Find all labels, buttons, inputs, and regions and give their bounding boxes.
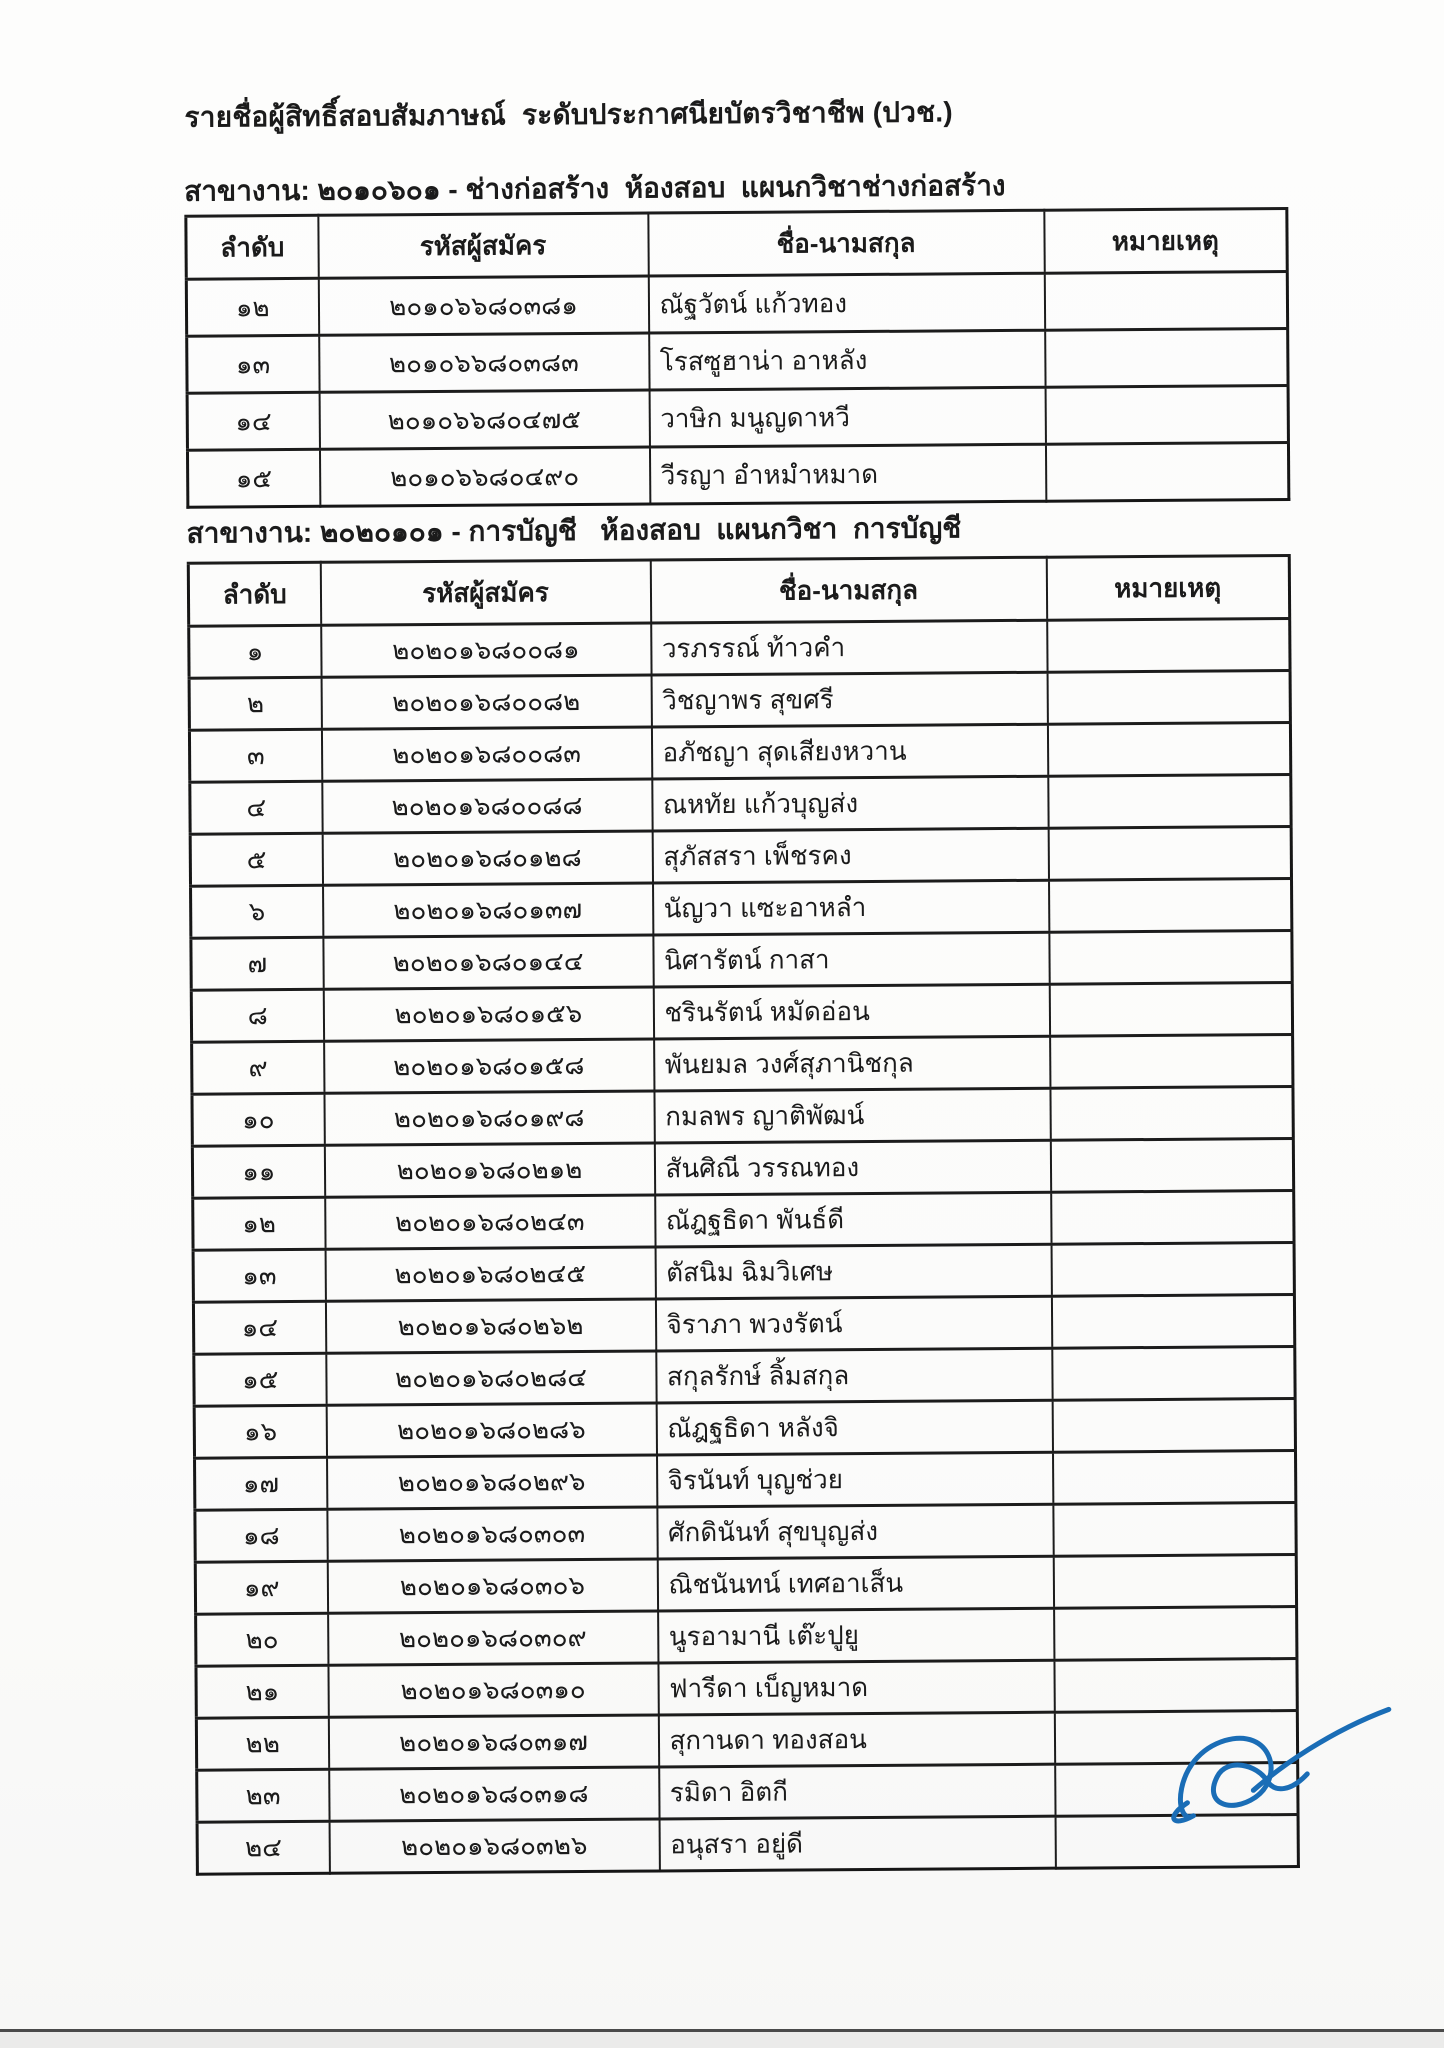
cell-note: [1048, 775, 1291, 829]
cell-code: ๒๐๒๐๑๖๘๐๐๘๓: [321, 727, 651, 781]
cell-code: ๒๐๒๐๑๖๘๐๒๔๓: [325, 1195, 655, 1249]
cell-code: ๒๐๒๐๑๖๘๐๑๔๔: [323, 935, 653, 989]
cell-code: ๒๐๒๐๑๖๘๐๒๖๒: [325, 1299, 655, 1353]
table-row: [195, 1503, 1296, 1563]
header-cell-name: ชื่อ-นามสกุล: [650, 557, 1046, 623]
cell-code: ๒๐๒๐๑๖๘๐๑๓๗: [323, 883, 653, 937]
cell-code: ๒๐๒๐๑๖๘๐๓๑๘: [329, 1767, 659, 1821]
cell-note: [1053, 1503, 1296, 1557]
cell-no: ๑๒: [186, 278, 318, 336]
cell-no: ๖: [191, 885, 323, 938]
cell-no: ๒๓: [197, 1769, 329, 1822]
cell-no: ๑๖: [194, 1405, 326, 1458]
cell-note: [1047, 671, 1290, 725]
cell-no: ๑๕: [194, 1353, 326, 1406]
table-row: [195, 1451, 1296, 1511]
table-row: [190, 827, 1291, 887]
cell-name: ชรินรัตน์ หมัดอ่อน: [653, 984, 1049, 1039]
cell-no: ๒: [189, 677, 321, 730]
table-row: [190, 775, 1291, 835]
cell-note: [1050, 1139, 1293, 1193]
header-cell-code: รหัสผู้สมัคร: [318, 213, 648, 278]
cell-note: [1047, 619, 1290, 673]
cell-code: ๒๐๑๐๖๖๘๐๔๙๐: [319, 447, 649, 506]
cell-code: ๒๐๒๐๑๖๘๐๒๑๒: [324, 1143, 654, 1197]
cell-name: ตัสนิม ฉิมวิเศษ: [655, 1244, 1051, 1299]
cell-name: รมิดา อิตกี: [659, 1764, 1055, 1819]
section-heading-construction: สาขางาน: ๒๐๑๐๖๐๑ - ช่างก่อสร้าง ห้องสอบ แผนกวิชาช่างก่อสร้าง: [184, 170, 1006, 207]
cell-code: ๒๐๒๐๑๖๘๐๐๘๒: [321, 675, 651, 729]
cell-note: [1047, 723, 1290, 777]
cell-no: ๓: [189, 729, 321, 782]
cell-code: ๒๐๒๐๑๖๘๐๓๑๗: [328, 1715, 658, 1769]
cell-code: ๒๐๒๐๑๖๘๐๐๘๘: [322, 779, 652, 833]
cell-code: ๒๐๒๐๑๖๘๐๓๐๓: [327, 1507, 657, 1561]
header-cell-no: ลำดับ: [186, 215, 318, 279]
table-row: [196, 1711, 1297, 1771]
cell-no: ๒๐: [196, 1613, 328, 1666]
cell-no: ๑๔: [193, 1301, 325, 1354]
table-row: [195, 1555, 1296, 1615]
table-row: [189, 723, 1290, 783]
cell-name: อนุสรา อยู่ดี: [659, 1816, 1055, 1871]
candidates-table-accounting: [187, 554, 1300, 1876]
scan-edge-band: [0, 2032, 1444, 2048]
cell-no: ๒๔: [197, 1821, 329, 1874]
header-cell-note: หมายเหตุ: [1046, 556, 1289, 621]
cell-code: ๒๐๒๐๑๖๘๐๒๙๖: [327, 1455, 657, 1509]
cell-no: ๑๓: [187, 335, 319, 393]
cell-code: ๒๐๑๐๖๖๘๐๓๘๑: [318, 276, 648, 335]
cell-no: ๑๗: [195, 1457, 327, 1510]
cell-note: [1049, 931, 1292, 985]
section-heading-accounting: สาขางาน: ๒๐๒๐๑๐๑ - การบัญชี ห้องสอบ แผนกวิชา การบัญชี: [186, 512, 962, 549]
cell-note: [1051, 1243, 1294, 1297]
cell-no: ๑๙: [195, 1561, 327, 1614]
cell-name: จิราภา พวงรัตน์: [655, 1296, 1051, 1351]
cell-name: วิชญาพร สุขศรี: [651, 672, 1047, 727]
cell-note: [1045, 386, 1288, 445]
cell-no: ๑๘: [195, 1509, 327, 1562]
cell-code: ๒๐๒๐๑๖๘๐๑๙๘: [324, 1091, 654, 1145]
cell-code: ๒๐๒๐๑๖๘๐๒๘๔: [326, 1351, 656, 1405]
cell-code: ๒๐๒๐๑๖๘๐๐๘๑: [321, 623, 651, 677]
cell-code: ๒๐๒๐๑๖๘๐๒๔๕: [325, 1247, 655, 1301]
cell-note: [1045, 443, 1288, 502]
cell-code: ๒๐๒๐๑๖๘๐๓๐๖: [327, 1559, 657, 1613]
cell-no: ๑๑: [192, 1145, 324, 1198]
table-row: [192, 1139, 1293, 1199]
cell-no: ๙: [192, 1041, 324, 1094]
table-header-row: [186, 209, 1287, 280]
cell-no: ๔: [190, 781, 322, 834]
table-row: [189, 671, 1290, 731]
cell-name: สกุลรักษ์ ลิ้มสกุล: [656, 1348, 1052, 1403]
cell-name: ณัฎฐธิดา พันธ์ดี: [655, 1192, 1051, 1247]
cell-name: นิศารัตน์ กาสา: [653, 932, 1049, 987]
cell-note: [1051, 1295, 1294, 1349]
cell-code: ๒๐๒๐๑๖๘๐๑๕๘: [324, 1039, 654, 1093]
cell-name: สุภัสสรา เพ็ชรคง: [652, 828, 1048, 883]
cell-code: ๒๐๒๐๑๖๘๐๓๑๐: [328, 1663, 658, 1717]
cell-note: [1054, 1607, 1297, 1661]
cell-code: ๒๐๒๐๑๖๘๐๓๐๙: [328, 1611, 658, 1665]
header-cell-no: ลำดับ: [188, 562, 320, 626]
cell-note: [1050, 1035, 1293, 1089]
cell-note: [1049, 879, 1292, 933]
table-row: [196, 1659, 1297, 1719]
cell-no: ๑๔: [187, 392, 319, 450]
cell-name: วาษิก มนูญดาหวี: [649, 387, 1045, 447]
header-cell-code: รหัสผู้สมัคร: [320, 560, 650, 625]
cell-no: ๒๒: [196, 1717, 328, 1770]
cell-note: [1048, 827, 1291, 881]
cell-name: ณัฎฐธิดา หลังจิ: [656, 1400, 1052, 1455]
cell-name: พันยมล วงศ์สุภานิชกุล: [654, 1036, 1050, 1091]
table-row: [187, 386, 1288, 451]
cell-note: [1045, 329, 1288, 388]
cell-no: ๑๒: [193, 1197, 325, 1250]
table-row: [194, 1399, 1295, 1459]
cell-note: [1052, 1399, 1295, 1453]
cell-note: [1051, 1191, 1294, 1245]
header-cell-note: หมายเหตุ: [1044, 209, 1287, 274]
cell-code: ๒๐๒๐๑๖๘๐๑๕๖: [323, 987, 653, 1041]
cell-note: [1052, 1347, 1295, 1401]
table-row: [187, 329, 1288, 394]
cell-no: ๗: [191, 937, 323, 990]
cell-no: ๑๐: [192, 1093, 324, 1146]
cell-name: สันศิณี วรรณทอง: [654, 1140, 1050, 1195]
table-header-row: [188, 556, 1289, 627]
cell-code: ๒๐๒๐๑๖๘๐๑๒๘: [322, 831, 652, 885]
cell-name: นัญวา แซะอาหลำ: [653, 880, 1049, 935]
cell-note: [1053, 1555, 1296, 1609]
table-row: [193, 1295, 1294, 1355]
cell-note: [1052, 1451, 1295, 1505]
cell-name: นูรอามานี เต๊ะปูยู: [658, 1608, 1054, 1663]
cell-name: วีรญา อำหมำหมาด: [649, 444, 1045, 504]
cell-name: จิรนันท์ บุญช่วย: [657, 1452, 1053, 1507]
table-row: [193, 1191, 1294, 1251]
cell-name: ณิชนันทน์ เทศอาเส็น: [657, 1556, 1053, 1611]
candidates-table-construction: [184, 207, 1290, 509]
table-row: [189, 619, 1290, 679]
cell-code: ๒๐๒๐๑๖๘๐๓๒๖: [329, 1819, 659, 1873]
table-row: [197, 1762, 1298, 1822]
table-row: [191, 879, 1292, 939]
cell-no: ๑๕: [187, 449, 319, 507]
cell-no: ๒๑: [196, 1665, 328, 1718]
table-row: [191, 931, 1292, 991]
cell-note: [1049, 983, 1292, 1037]
table-row: [186, 272, 1287, 337]
table-row: [187, 443, 1288, 508]
table-row: [192, 1087, 1293, 1147]
table-row: [194, 1347, 1295, 1407]
cell-no: ๑: [189, 625, 321, 678]
cell-no: ๕: [190, 833, 322, 886]
cell-name: ณัฐวัตน์ แก้วทอง: [648, 273, 1044, 333]
cell-note: [1050, 1087, 1293, 1141]
cell-code: ๒๐๑๐๖๖๘๐๔๗๕: [319, 390, 649, 449]
cell-name: กมลพร ญาติพัฒน์: [654, 1088, 1050, 1143]
page-title: รายชื่อผู้สิทธิ์สอบสัมภาษณ์ ระดับประกาศนียบัตรวิชาชีพ (ปวช.): [184, 96, 953, 133]
table-row: [192, 1035, 1293, 1095]
cell-no: ๑๓: [193, 1249, 325, 1302]
table-row: [197, 1814, 1298, 1874]
cell-name: อภัชญา สุดเสียงหวาน: [651, 724, 1047, 779]
table-row: [191, 983, 1292, 1043]
cell-name: ณหทัย แก้วบุญส่ง: [652, 776, 1048, 831]
cell-name: ศักดินันท์ สุขบุญส่ง: [657, 1504, 1053, 1559]
cell-code: ๒๐๑๐๖๖๘๐๓๘๓: [319, 333, 649, 392]
cell-code: ๒๐๒๐๑๖๘๐๒๘๖: [326, 1403, 656, 1457]
cell-name: สุกานดา ทองสอน: [658, 1712, 1054, 1767]
signature-ink: [1157, 1693, 1398, 1840]
header-cell-name: ชื่อ-นามสกุล: [648, 210, 1044, 276]
cell-no: ๘: [191, 989, 323, 1042]
cell-name: โรสซูฮาน่า อาหลัง: [649, 330, 1045, 390]
cell-name: วรภรรณ์ ท้าวคำ: [651, 620, 1047, 675]
table-row: [196, 1607, 1297, 1667]
table-row: [193, 1243, 1294, 1303]
cell-name: ฟารีดา เบ็ญหมาด: [658, 1660, 1054, 1715]
cell-note: [1044, 272, 1287, 331]
